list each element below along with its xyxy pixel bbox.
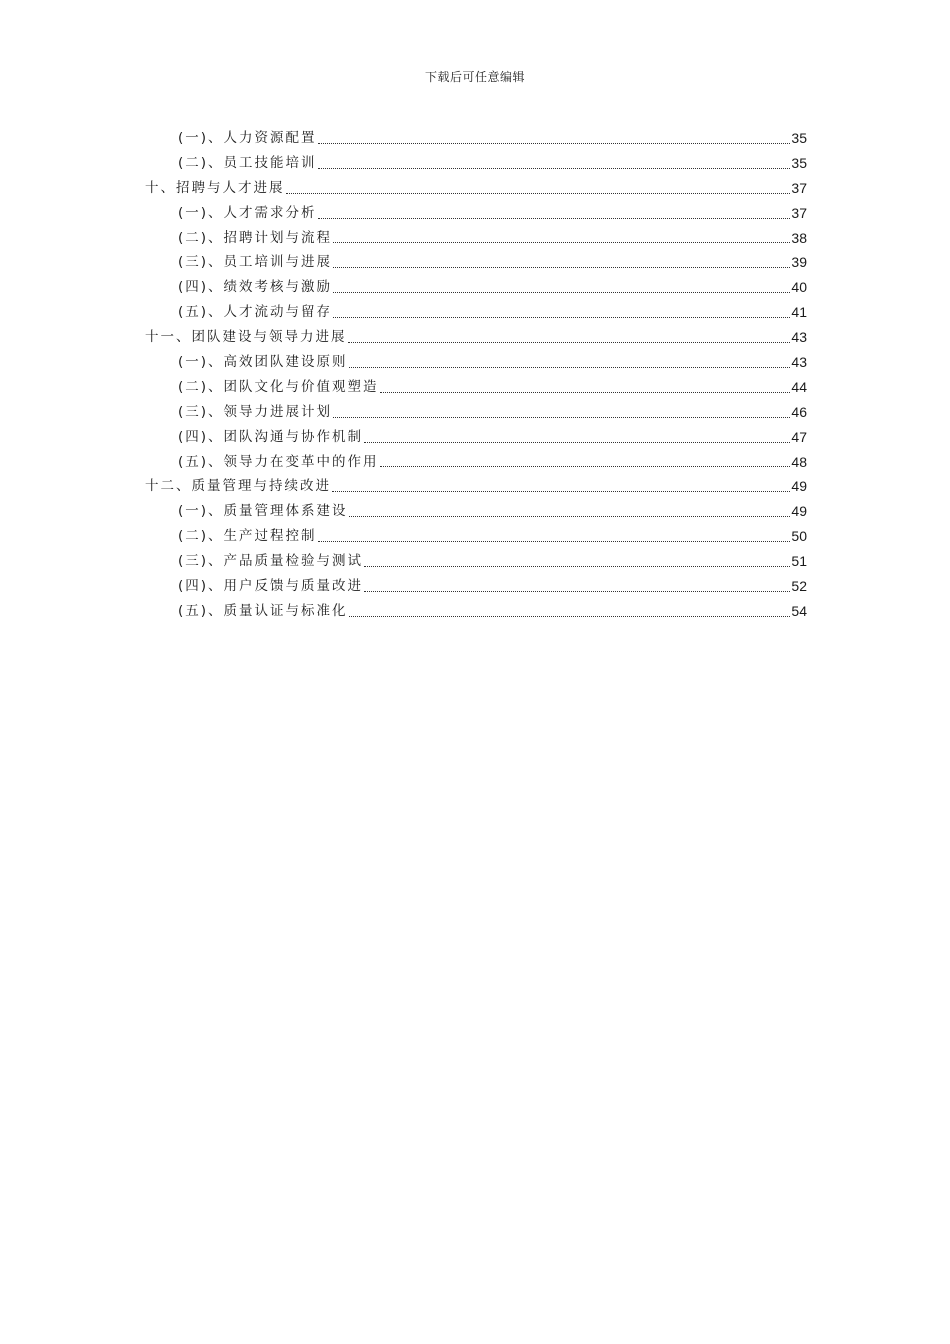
- toc-section-entry[interactable]: [145, 499, 807, 524]
- toc-entry-title: (三)、领导力进展计划: [178, 403, 333, 420]
- toc-entry-page-number: 35: [791, 129, 807, 146]
- toc-dot-leader: [349, 515, 791, 517]
- toc-section-entry[interactable]: [145, 350, 807, 375]
- toc-entry-title: (五)、人才流动与留存: [178, 304, 333, 321]
- toc-entry-page-number: 43: [791, 329, 807, 346]
- toc-entry-page-number: 50: [791, 528, 807, 545]
- toc-section-entry[interactable]: [145, 425, 807, 450]
- toc-chapter-entry[interactable]: [145, 176, 807, 201]
- table-of-contents: [145, 126, 807, 624]
- toc-entry-title: (一)、人力资源配置: [178, 129, 317, 146]
- toc-entry-page-number: 35: [791, 154, 807, 171]
- toc-entry-page-number: 51: [791, 553, 807, 570]
- toc-entry-page-number: 48: [791, 453, 807, 470]
- toc-dot-leader: [380, 465, 791, 467]
- toc-entry-page-number: 43: [791, 354, 807, 370]
- toc-dot-leader: [333, 316, 790, 318]
- toc-dot-leader: [349, 366, 791, 368]
- toc-section-entry[interactable]: [145, 375, 807, 400]
- toc-section-entry[interactable]: [145, 250, 807, 275]
- toc-section-entry[interactable]: [145, 450, 807, 475]
- toc-entry-page-number: 47: [791, 428, 807, 445]
- toc-chapter-entry[interactable]: [145, 325, 807, 350]
- toc-entry-page-number: 54: [791, 602, 807, 619]
- toc-entry-title: (一)、人才需求分析: [178, 204, 317, 221]
- toc-section-entry[interactable]: [145, 400, 807, 425]
- toc-entry-page-number: 39: [791, 254, 807, 271]
- toc-dot-leader: [349, 615, 791, 617]
- toc-section-entry[interactable]: [145, 300, 807, 325]
- toc-entry-title: (四)、团队沟通与协作机制: [178, 428, 364, 445]
- toc-dot-leader: [333, 416, 790, 418]
- toc-dot-leader: [348, 341, 791, 343]
- toc-dot-leader: [332, 490, 790, 492]
- toc-entry-title: (二)、生产过程控制: [178, 528, 317, 545]
- toc-entry-page-number: 49: [791, 503, 807, 520]
- toc-entry-page-number: 44: [791, 378, 807, 395]
- toc-entry-title: (三)、产品质量检验与测试: [178, 553, 364, 570]
- toc-entry-page-number: 46: [791, 403, 807, 420]
- toc-entry-page-number: 41: [791, 304, 807, 321]
- toc-entry-page-number: 52: [791, 578, 807, 595]
- toc-chapter-entry[interactable]: [145, 474, 807, 499]
- toc-dot-leader: [333, 266, 790, 268]
- toc-dot-leader: [333, 241, 790, 243]
- toc-entry-page-number: 49: [791, 478, 807, 495]
- toc-entry-title: (二)、员工技能培训: [178, 154, 317, 171]
- toc-section-entry[interactable]: [145, 226, 807, 251]
- toc-entry-title: (一)、质量管理体系建设: [178, 503, 348, 520]
- toc-section-entry[interactable]: [145, 549, 807, 574]
- toc-section-entry[interactable]: [145, 524, 807, 549]
- toc-section-entry[interactable]: [145, 275, 807, 300]
- toc-entry-title: (二)、招聘计划与流程: [178, 229, 333, 246]
- toc-entry-page-number: 40: [791, 279, 807, 296]
- toc-dot-leader: [318, 217, 791, 219]
- toc-entry-title: (一)、高效团队建设原则: [178, 354, 348, 370]
- toc-entry-title: (五)、领导力在变革中的作用: [178, 453, 379, 470]
- toc-dot-leader: [364, 441, 790, 443]
- toc-entry-page-number: 37: [791, 204, 807, 221]
- toc-dot-leader: [318, 167, 791, 169]
- toc-dot-leader: [333, 291, 790, 293]
- toc-entry-title: (四)、用户反馈与质量改进: [178, 578, 364, 595]
- toc-dot-leader: [318, 142, 791, 144]
- page-header: 下载后可任意编辑: [424, 70, 525, 84]
- toc-section-entry[interactable]: [145, 151, 807, 176]
- toc-entry-title: (二)、团队文化与价值观塑造: [178, 378, 379, 395]
- toc-section-entry[interactable]: [145, 201, 807, 226]
- toc-entry-title: 十二、质量管理与持续改进: [145, 478, 331, 495]
- toc-dot-leader: [286, 192, 791, 194]
- toc-dot-leader: [318, 540, 791, 542]
- toc-section-entry[interactable]: [145, 599, 807, 624]
- toc-dot-leader: [364, 590, 790, 592]
- toc-entry-title: 十、招聘与人才进展: [145, 179, 285, 196]
- toc-section-entry[interactable]: [145, 126, 807, 151]
- toc-section-entry[interactable]: [145, 574, 807, 599]
- toc-entry-title: 十一、团队建设与领导力进展: [145, 329, 347, 346]
- toc-entry-title: (四)、绩效考核与激励: [178, 279, 333, 296]
- toc-entry-page-number: 37: [791, 179, 807, 196]
- toc-entry-page-number: 38: [791, 229, 807, 246]
- toc-entry-title: (三)、员工培训与进展: [178, 254, 333, 271]
- toc-dot-leader: [380, 391, 791, 393]
- toc-dot-leader: [364, 565, 790, 567]
- toc-entry-title: (五)、质量认证与标准化: [178, 602, 348, 619]
